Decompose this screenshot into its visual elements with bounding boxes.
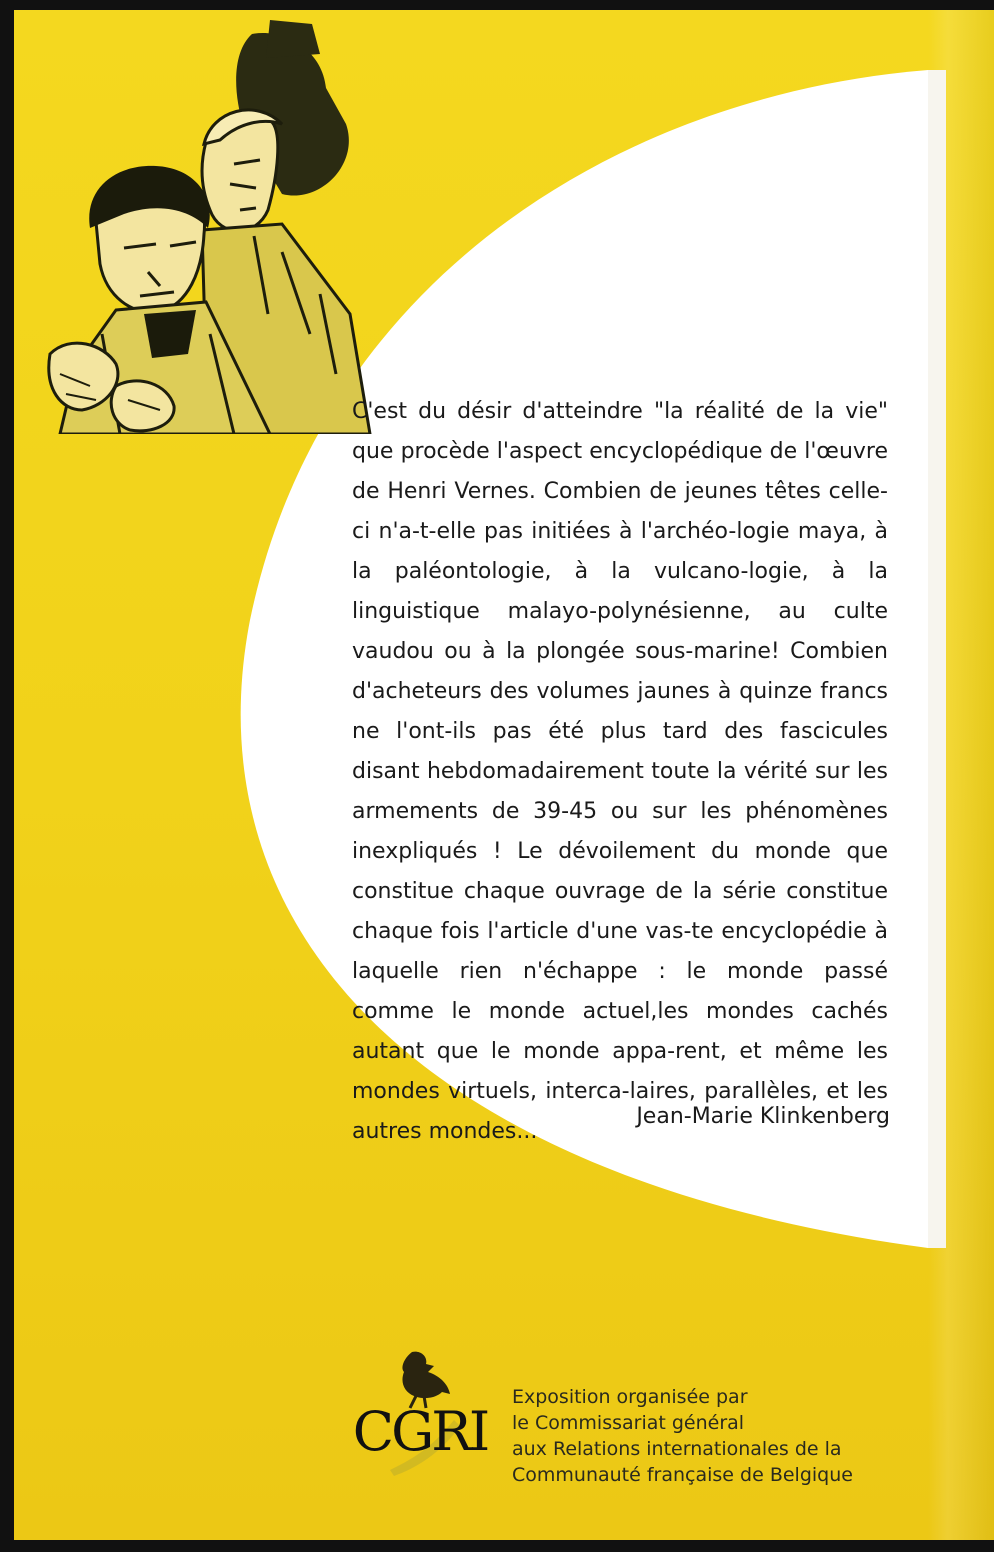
quote-author: Jean-Marie Klinkenberg	[636, 1104, 890, 1129]
scan-border-top	[0, 0, 994, 10]
scan-border-bottom	[0, 1540, 994, 1552]
organizer-line: aux Relations internationales de la	[512, 1438, 842, 1460]
organizer-line: Exposition organisée par	[512, 1386, 748, 1408]
comic-heroes-illustration	[20, 14, 420, 434]
organizer-line: Communauté française de Belgique	[512, 1464, 853, 1486]
organizer-credit	[512, 1384, 932, 1488]
scan-border-left	[0, 0, 14, 1552]
cgri-logo	[350, 1350, 490, 1480]
cgri-logo-text: CGRI	[352, 1400, 488, 1463]
quote-text: C'est du désir d'atteindre "la réalité de la vie" que procède l'aspect encyclopédique de l'œuvre de Henri Vernes. Combien de jeunes têtes celle-ci n'a-t-elle pas initiées à l'archéo-logie maya, à la paléontologie, à la vulcano-logie, à la linguistique malayo-polynésienne, au culte vaudou ou à la plongée sous-marine! Combien d'acheteurs des volumes jaunes à quinze francs ne l'ont-ils pas été plus tard des fascicules disant hebdomadairement toute la vérité sur les armements de 39-45 ou sur les phénomènes inexpliqués ! Le dévoilement du monde que constitue chaque ouvrage de la série constitue chaque fois l'article d'une vas-te encyclopédie à laquelle rien n'échappe : le monde passé comme le monde actuel,les mondes cachés autant que le monde appa-rent, et même les mondes virtuels, interca-laires, parallèles, et les autres mondes...	[352, 399, 888, 1144]
organizer-line: le Commissariat général	[512, 1412, 745, 1434]
